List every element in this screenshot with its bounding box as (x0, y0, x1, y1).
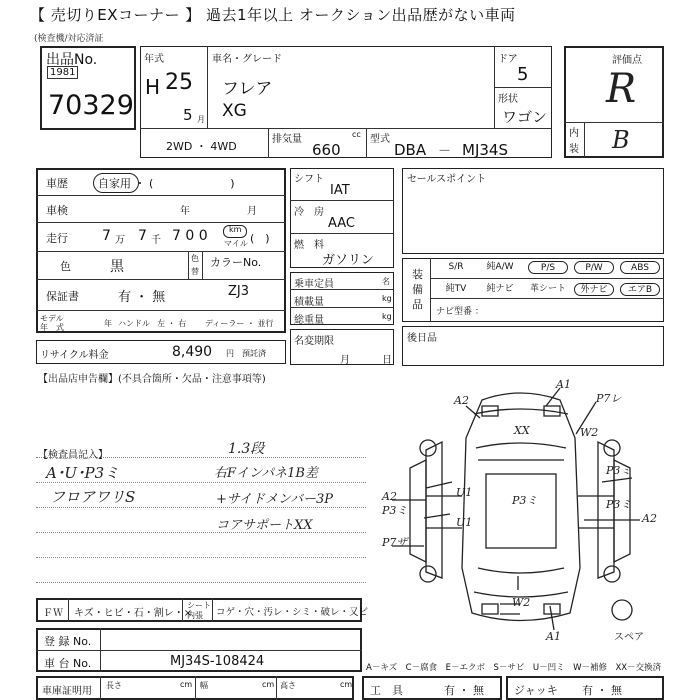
fuel-value: ガソリン (322, 253, 375, 268)
declaration-title: 【出品店申告欄】(不具合箇所・欠品・注意事項等) (38, 374, 266, 385)
diagram-label-9: P3ミ (382, 504, 408, 517)
jack-label: ジャッキ (514, 684, 558, 697)
month-value: 5 (183, 106, 193, 124)
shaken-year-unit: 年 (180, 206, 190, 217)
notes-box (402, 326, 664, 366)
cc-unit: cc (352, 130, 361, 139)
exhibit-banner: 【 売切りEXコーナー 】 過去1年以上 オークション出品歴がない車両 (0, 0, 700, 30)
equipment-item-row2-2: 革シート (529, 284, 566, 294)
diagram-label-1: A2 (454, 394, 469, 407)
tools-label: 工 具 (370, 684, 403, 697)
shaken-month-unit: 月 (247, 206, 257, 217)
score-label: 評価点 (612, 55, 642, 66)
diagram-label-16: A1 (546, 630, 561, 643)
color-number-label: カラーNo. (210, 256, 262, 269)
dealer-label: ディーラー ・ 並行 (205, 319, 274, 328)
month-unit: 月 (197, 115, 205, 124)
nenshiki-label: 年式 (144, 54, 164, 65)
gross-unit: kg (382, 312, 392, 321)
model-year-unit: 年 (104, 319, 112, 328)
capacity-label: 乗車定員 (294, 279, 334, 290)
door-label: ドア (498, 54, 518, 65)
interior-label-1: 内 (569, 128, 579, 139)
shift-label: シフト (294, 174, 324, 185)
grade-value: XG (222, 101, 247, 121)
lot-number: 70329 (48, 90, 134, 121)
recycle-unit: 円 (226, 349, 234, 358)
diagram-label-15: W2 (512, 596, 531, 609)
car-damage-diagram (370, 378, 670, 644)
mileage-sen: 7 (138, 228, 147, 244)
type-label: 型式 (370, 134, 390, 145)
aircon-value: AAC (328, 216, 355, 231)
color-value: 黒 (110, 259, 124, 275)
cert-height-label: 高さ (280, 681, 296, 690)
shaken-label: 車検 (46, 204, 68, 217)
diagram-label-2: A1 (556, 378, 571, 391)
equipment-item-row2-4: エアB (620, 283, 660, 296)
shareki-label: 車歴 (46, 177, 68, 190)
equipment-item-row1-0: S/R (448, 262, 464, 272)
mileage-paren: ( ) (250, 232, 270, 245)
cert-length-unit: cm (180, 680, 193, 689)
handle-value: 左 ・ 右 (157, 319, 187, 328)
recycle-note: 預託済 (242, 349, 266, 358)
equipment-item-row1-2: P/S (528, 261, 568, 274)
interior-label-2: 装 (569, 144, 579, 155)
shift-value: IAT (330, 183, 350, 198)
mileage-man: 7 (102, 228, 111, 244)
navi-model-label: ナビ型番 ： (436, 307, 484, 317)
diagram-label-3: P7レ (596, 392, 622, 405)
diagram-label-12: U1 (456, 516, 473, 529)
hoshosho-label: 保証書 (46, 290, 79, 303)
equipment-item-row1-3: P/W (574, 261, 614, 274)
diagram-label-4: W2 (580, 426, 599, 439)
km-unit: km (229, 225, 242, 234)
color-change-2: 替 (191, 267, 199, 276)
diagram-label-14: P7ザ (382, 536, 408, 549)
cert-length-label: 長さ (106, 681, 122, 690)
sheet-label-1: シート (187, 601, 211, 610)
cert-height-unit: cm (340, 680, 353, 689)
mileage-label: 走行 (46, 232, 68, 245)
jack-value: 有 ・ 無 (582, 684, 622, 697)
inspector-note-6: コアサポートXX (216, 518, 313, 533)
body-label: 形状 (498, 94, 518, 105)
color-change-1: 色 (191, 254, 199, 263)
inspector-note-4: 右Fインパネ1B差 (214, 466, 318, 481)
year-value: 25 (165, 70, 193, 95)
handle-label: ハンドル (118, 319, 150, 328)
recycle-label: リサイクル料金 (40, 350, 109, 361)
inspector-note-1: A･U･P3ミ (46, 464, 120, 482)
model-name: フレア (222, 79, 273, 99)
era: H (145, 75, 161, 99)
name-change-day: 日 (382, 355, 392, 366)
spare-label: スペア (614, 632, 644, 643)
diagram-label-10: A2 (642, 512, 657, 525)
sheet-label-2: 内張 (187, 611, 203, 620)
equipment-item-row2-0: 純TV (445, 284, 467, 294)
cert-width-unit: cm (262, 680, 275, 689)
load-unit: kg (382, 294, 392, 303)
equipment-label-3: 品 (412, 298, 423, 311)
shareki-options: 自家用 ・ ( ) (98, 177, 235, 190)
fw-items: キズ・ヒビ・石・割レ・× (74, 608, 193, 619)
color-label: 色 (60, 260, 71, 273)
interior-score: B (612, 126, 630, 154)
inspector-title: 【検査員記入】 (38, 450, 108, 461)
equipment-item-row1-1: 純A/W (486, 262, 514, 272)
notes-label: 後日品 (407, 333, 437, 344)
mileage-rest: 7 0 0 (172, 228, 208, 244)
mile-unit: マイル (224, 239, 248, 248)
diagram-label-5: XX (514, 424, 530, 437)
unit-sen: 千 (151, 235, 161, 246)
fw-label: ＦＷ (43, 608, 63, 619)
lot-label: 出品No. (46, 52, 98, 68)
name-change-unit: 月 (340, 355, 350, 366)
unit-man: 万 (115, 235, 125, 246)
equipment-item-row2-1: 純ナビ (486, 284, 514, 294)
body-type-value: ワゴン (502, 108, 548, 126)
sheet-items: コゲ・穴・汚レ・シミ・破レ・又ビ (216, 607, 369, 618)
model-year-label-2: 年 式 (40, 323, 64, 332)
equipment-label-2: 備 (412, 283, 423, 296)
doors-value: 5 (517, 64, 529, 85)
inspector-note-2: フロアワリS (50, 488, 136, 506)
aircon-label: 冷 房 (294, 207, 324, 218)
capacity-unit: 名 (382, 277, 390, 286)
inspector-note-3: 1.3段 (228, 441, 265, 457)
diagram-label-11: U1 (456, 486, 473, 499)
chassis-label: 車 台 No. (44, 657, 92, 670)
diagram-label-6: P3ミ (606, 464, 632, 477)
gross-label: 総重量 (294, 315, 324, 326)
defect-legend: A－キズ C－腐食 E－エクボ S－サビ U－凹ミ W－補修 XX－交換済 (366, 663, 662, 673)
sales-point-label: セールスポイント (407, 174, 487, 185)
equipment-label-1: 装 (412, 268, 423, 281)
inspector-note-5: +サイドメンバー3P (216, 492, 333, 507)
model-label: 車名・グレード (212, 54, 282, 65)
type-code: MJ34S (462, 141, 508, 159)
diagram-label-13: P3ミ (606, 498, 632, 511)
equipment-item-row2-3: 外ナビ (574, 283, 614, 296)
score-value: R (606, 66, 637, 112)
tools-value: 有 ・ 無 (444, 684, 484, 697)
drive-label: 2WD ・ 4WD (166, 140, 237, 153)
color-number-value: ZJ3 (228, 284, 250, 299)
type-dash: － (438, 144, 452, 159)
displacement-value: 660 (312, 141, 341, 159)
diagram-label-8: A2 (382, 490, 397, 503)
model-year-label-1: モデル (40, 314, 64, 323)
diagram-label-7: P3ミ (512, 494, 538, 507)
cut-top-text: (検査機/対応済証 (34, 34, 104, 44)
type-prefix: DBA (394, 141, 427, 159)
garage-cert-label: 車庫証明用 (42, 686, 92, 697)
chassis-value: MJ34S-108424 (170, 654, 265, 669)
equipment-item-row1-4: ABS (620, 261, 660, 274)
hoshosho-value: 有 ・ 無 (118, 290, 166, 305)
registration-label: 登 録 No. (44, 635, 92, 648)
cert-width-label: 幅 (200, 681, 208, 690)
load-label: 積載量 (294, 297, 324, 308)
fuel-label: 燃 料 (294, 240, 324, 251)
lot-tag: 1981 (47, 66, 78, 79)
name-change-label: 名変期限 (294, 336, 334, 347)
recycle-value: 8,490 (172, 344, 213, 360)
displacement-label: 排気量 (272, 134, 302, 145)
